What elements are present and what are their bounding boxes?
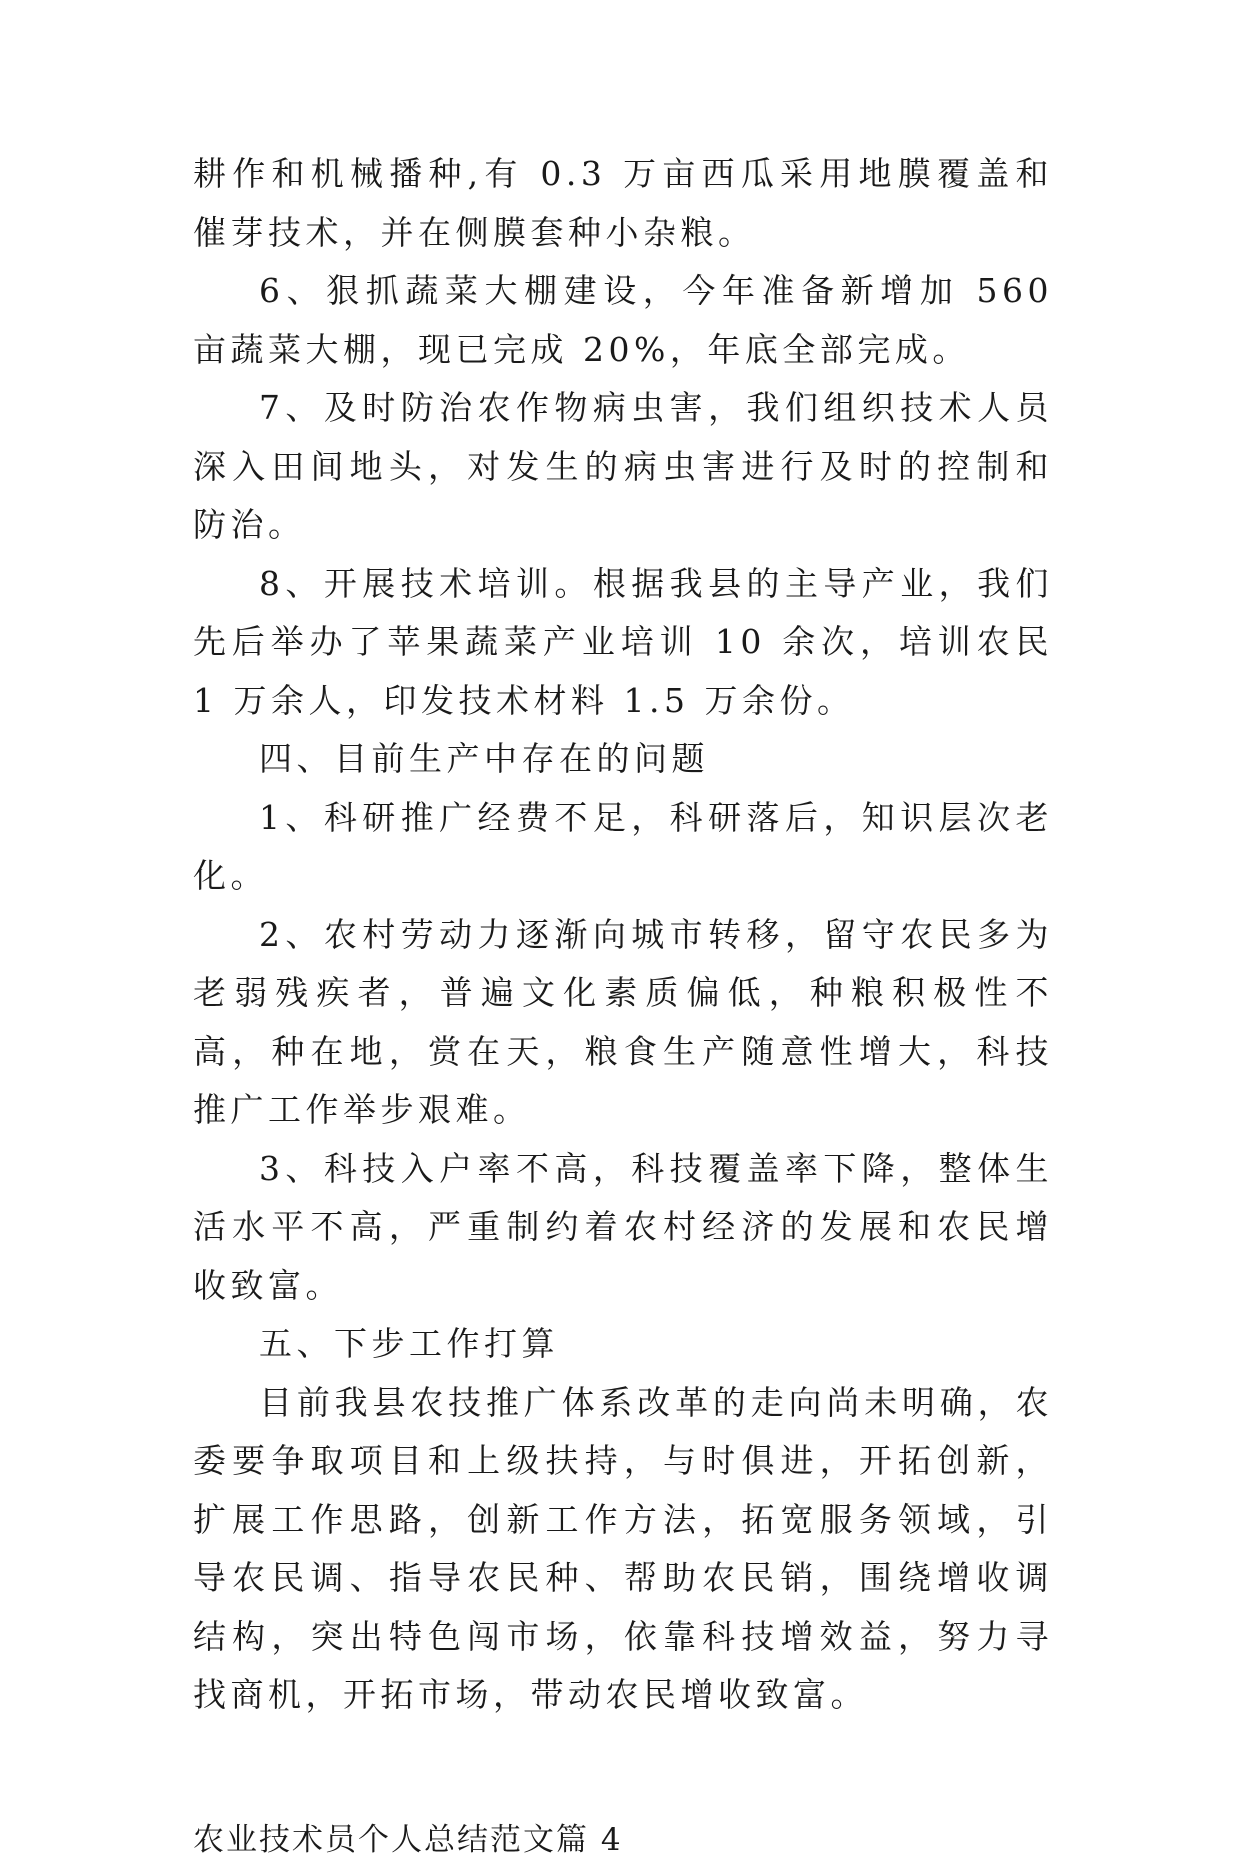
paragraph-item-8: 8、开展技术培训。根据我县的主导产业，我们先后举办了苹果蔬菜产业培训 10 余次，培训农民 1 万余人，印发技术材料 1.5 万余份。	[193, 563, 1053, 720]
paragraph-problem-3: 3、科技入户率不高，科技覆盖率下降，整体生活水平不高，严重制约着农村经济的发展和农民增收致富。	[193, 1148, 1053, 1305]
document-page	[193, 145, 1053, 1865]
paragraph-problem-1: 1、科研推广经费不足，科研落后，知识层次老化。	[193, 797, 1053, 895]
paragraph-continuation: 耕作和机械播种,有 0.3 万亩西瓜采用地膜覆盖和催芽技术，并在侧膜套种小杂粮。	[193, 154, 1053, 252]
paragraph-item-6: 6、狠抓蔬菜大棚建设，今年准备新增加 560 亩蔬菜大棚，现已完成 20%，年底全部完成。	[193, 271, 1053, 369]
paragraph-problem-2: 2、农村劳动力逐渐向城市转移，留守农民多为老弱残疾者，普遍文化素质偏低，种粮积极性不高，种在地，赏在天，粮食生产随意性增大，科技推广工作举步艰难。	[193, 914, 1053, 1129]
paragraph-next-steps: 目前我县农技推广体系改革的走向尚未明确，农委要争取项目和上级扶持，与时俱进，开拓创新，扩展工作思路，创新工作方法，拓宽服务领域，引导农民调、指导农民种、帮助农民销，围绕增收调结构，突出特色闯市场，依靠科技增效益，努力寻找商机，开拓市场，带动农民增收致富。	[193, 1382, 1053, 1714]
paragraph-item-7: 7、及时防治农作物病虫害，我们组织技术人员深入田间地头，对发生的病虫害进行及时的控制和防治。	[193, 388, 1053, 544]
subheading-problems: 四、目前生产中存在的问题	[259, 739, 709, 778]
subheading-next-steps: 五、下步工作打算	[259, 1324, 559, 1363]
section-heading: 农业技术员个人总结范文篇 4	[193, 1821, 623, 1858]
